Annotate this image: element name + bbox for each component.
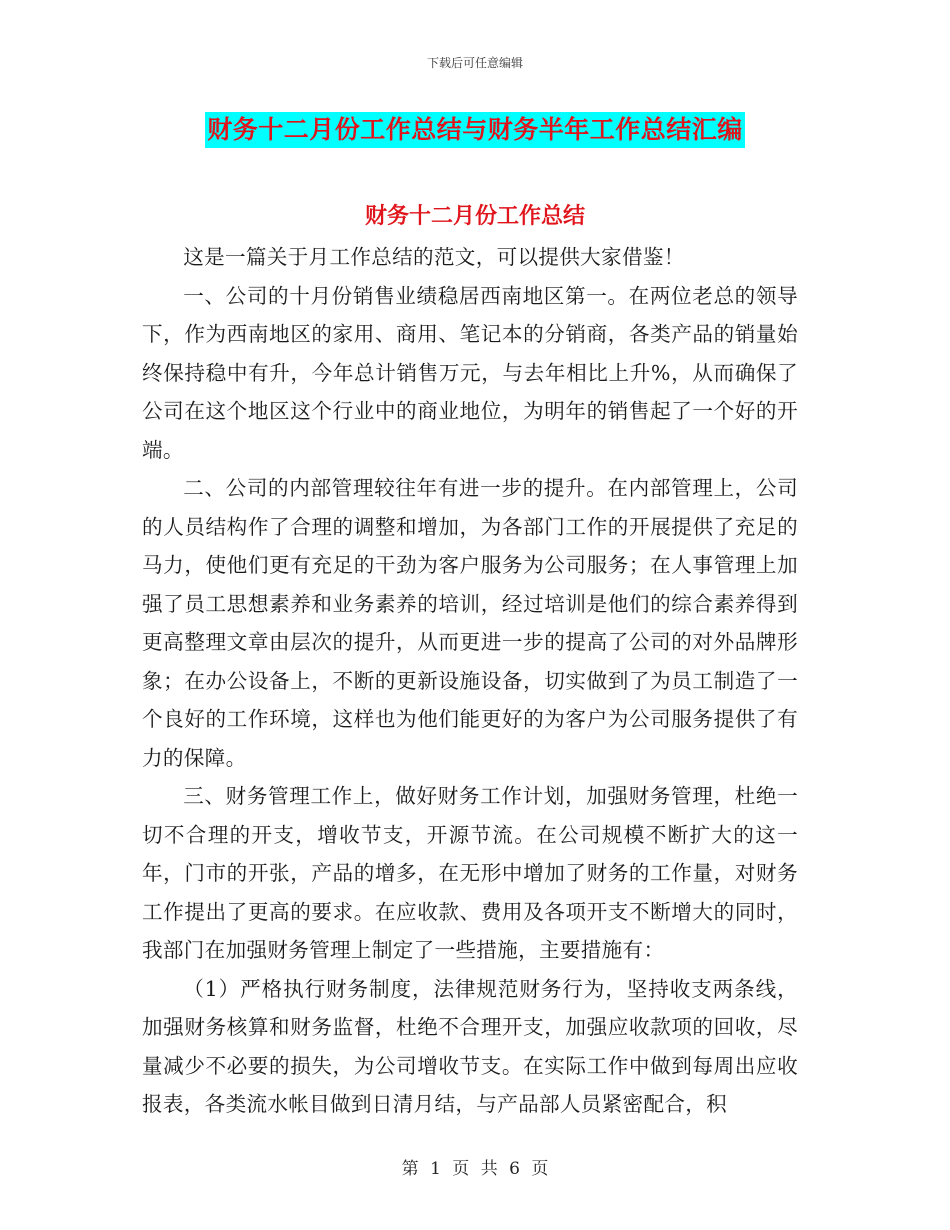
paragraph-3: 三、财务管理工作上，做好财务工作计划，加强财务管理，杜绝一切不合理的开支，增收节支，开源节流。在公司规模不断扩大的这一年，门市的开张，产品的增多，在无形中增加了财务的工作量，对财务工作提出了更高的要求。在应收款、费用及各项开支不断增大的同时，我部门在加强财务管理上制定了一些措施，主要措施有： — [142, 784, 798, 962]
paragraph-4: （1）严格执行财务制度，法律规范财务行为，坚持收支两条线，加强财务核算和财务监督，杜绝不合理开支，加强应收款项的回收，尽量减少不必要的损失，为公司增收节支。在实际工作中做到每周出应收报表，各类流水帐目做到日清月结，与产品部人员紧密配合，积 — [142, 976, 798, 1116]
document-main-title: 财务十二月份工作总结与财务半年工作总结汇编 — [205, 112, 745, 148]
paragraph-2: 二、公司的内部管理较往年有进一步的提升。在内部管理上，公司的人员结构作了合理的调整和增加，为各部门工作的开展提供了充足的马力，使他们更有充足的干劲为客户服务为公司服务；在人事管理上加强了员工思想素养和业务素养的培训，经过培训是他们的综合素养得到更高整理文章由层次的提升，从而更进一步的提高了公司的对外品牌形象；在办公设备上，不断的更新设施设备，切实做到了为员工制造了一个良好的工作环境，这样也为他们能更好的为客户为公司服务提供了有力的保障。 — [142, 476, 798, 770]
section-title: 财务十二月份工作总结 — [364, 204, 585, 229]
paragraph-intro: 这是一篇关于月工作总结的范文，可以提供大家借鉴！ — [183, 245, 685, 269]
document-body — [142, 238, 798, 1124]
paragraph-1: 一、公司的十月份销售业绩稳居西南地区第一。在两位老总的领导下，作为西南地区的家用、商用、笔记本的分销商，各类产品的销量始终保持稳中有升，今年总计销售万元，与去年相比上升%，从而确保了公司在这个地区这个行业中的商业地位，为明年的销售起了一个好的开端。 — [142, 283, 798, 462]
page-header-note: 下载后可任意编辑 — [426, 56, 523, 70]
main-title-container — [0, 112, 950, 148]
page-number-footer: 第 1 页 共 6 页 — [401, 1159, 549, 1179]
